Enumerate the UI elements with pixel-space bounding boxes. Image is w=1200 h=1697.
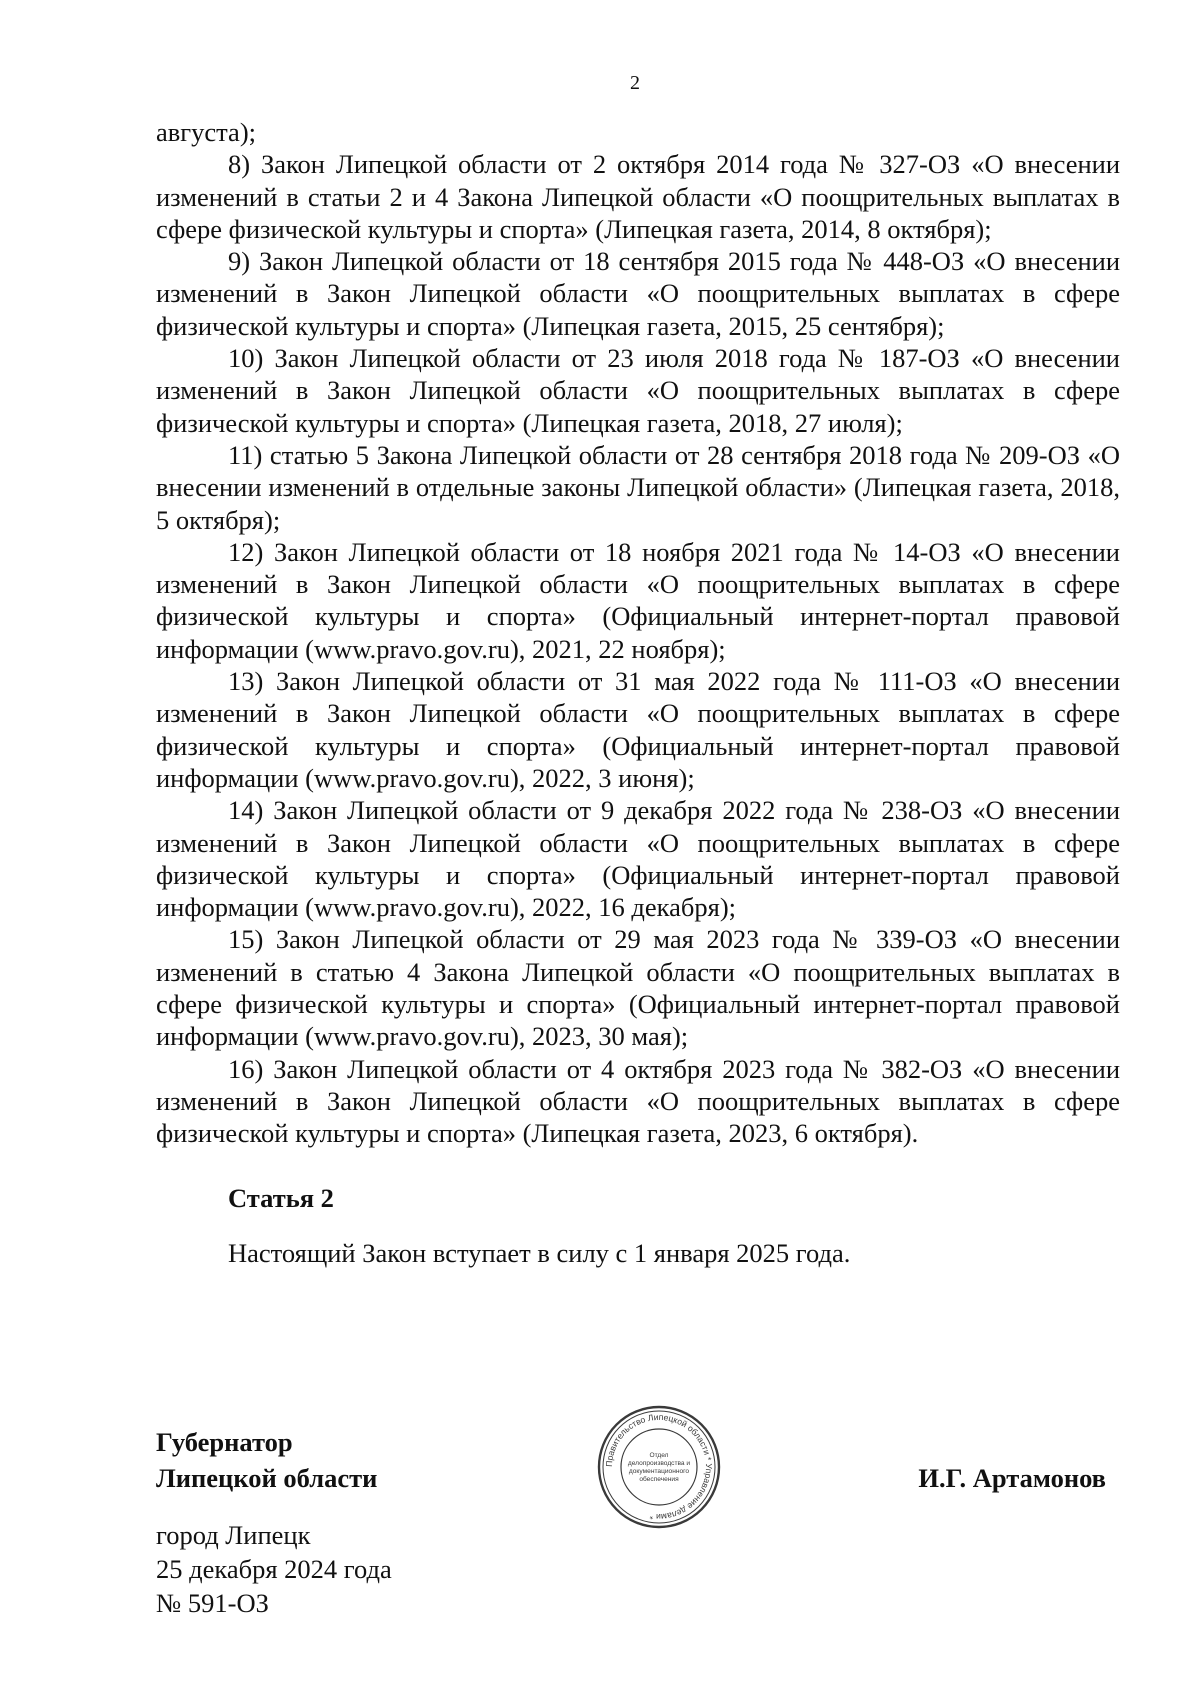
article-text: Настоящий Закон вступает в силу с 1 января 2025 года. [228,1237,851,1268]
city: город Липецк [156,1520,311,1550]
paragraph-list [156,116,1120,1150]
law-number: № 591-ОЗ [156,1588,269,1618]
law-list-item: 15) Закон Липецкой области от 29 мая 2023 года № 339-ОЗ «О внесении изменений в статью 4 Закона Липецкой области «О поощрительных выплатах в сфере физической культуры и спорта» (Официальный интернет-портал правовой информации (www.pravo.gov.ru), 2023, 30 мая); [156,924,1120,1052]
seal-center-line: документационного [628,1468,690,1475]
law-list-item: 10) Закон Липецкой области от 23 июля 2018 года № 187-ОЗ «О внесении изменений в Закон Липецкой области «О поощрительных выплатах в сфере физической культуры и спорта» (Липецкая газета, 2018, 27 июля); [156,343,1120,438]
law-list-item: августа); [156,117,257,147]
official-seal-stamp [596,1404,722,1530]
signatory-title-line-1: Губернатор [156,1427,293,1457]
law-list-item: 8) Закон Липецкой области от 2 октября 2014 года № 327-ОЗ «О внесении изменений в статьи 2 и 4 Закона Липецкой области «О поощрительных выплатах в сфере физической культуры и спорта» (Липецкая газета, 2014, 8 октября); [156,149,1120,244]
signing-date: 25 декабря 2024 года [156,1554,392,1584]
page-number: 2 [630,72,640,94]
seal-ring-text: Правительство Липецкой области * Управление делами * [603,1411,715,1523]
signatory-title [156,1424,377,1496]
signatory-name: И.Г. Артамонов [918,1463,1106,1493]
seal-outer-ring [599,1407,719,1527]
law-list-item: 14) Закон Липецкой области от 9 декабря 2022 года № 238-ОЗ «О внесении изменений в Закон Липецкой области «О поощрительных выплатах в сфере физической культуры и спорта» (Официальный интернет-портал правовой информации (www.pravo.gov.ru), 2022, 16 декабря); [156,795,1120,923]
seal-center-text [628,1452,691,1483]
signatory-title-line-2: Липецкой области [156,1463,378,1493]
seal-center-line: делопроизводства и [627,1460,691,1467]
law-list-item: 9) Закон Липецкой области от 18 сентября 2015 года № 448-ОЗ «О внесении изменений в Закон Липецкой области «О поощрительных выплатах в сфере физической культуры и спорта» (Липецкая газета, 2015, 25 сентября); [156,246,1120,341]
document-body [156,116,1120,1269]
law-list-item: 16) Закон Липецкой области от 4 октября 2023 года № 382-ОЗ «О внесении изменений в Закон Липецкой области «О поощрительных выплатах в сфере физической культуры и спорта» (Липецкая газета, 2023, 6 октября). [156,1053,1120,1149]
seal-center-line: Отдел [649,1452,669,1459]
seal-center-line: обеспечения [639,1476,679,1483]
place-and-date [156,1518,392,1620]
article-title: Статья 2 [228,1182,334,1213]
seal-inner-ring [621,1429,697,1505]
law-list-item: 11) статью 5 Закона Липецкой области от 28 сентября 2018 года № 209-ОЗ «О внесении изменений в отдельные законы Липецкой области» (Липецкая газета, 2018, 5 октября); [156,439,1120,535]
law-list-item: 13) Закон Липецкой области от 31 мая 2022 года № 111-ОЗ «О внесении изменений в Закон Липецкой области «О поощрительных выплатах в сфере физической культуры и спорта» (Официальный интернет-портал правовой информации (www.pravo.gov.ru), 2022, 3 июня); [156,666,1120,793]
law-list-item: 12) Закон Липецкой области от 18 ноября 2021 года № 14-ОЗ «О внесении изменений в Закон Липецкой области «О поощрительных выплатах в сфере физической культуры и спорта» (Официальный интернет-портал правовой информации (www.pravo.gov.ru), 2021, 22 ноября); [156,536,1120,664]
seal-outer-ring-inner [603,1411,715,1523]
